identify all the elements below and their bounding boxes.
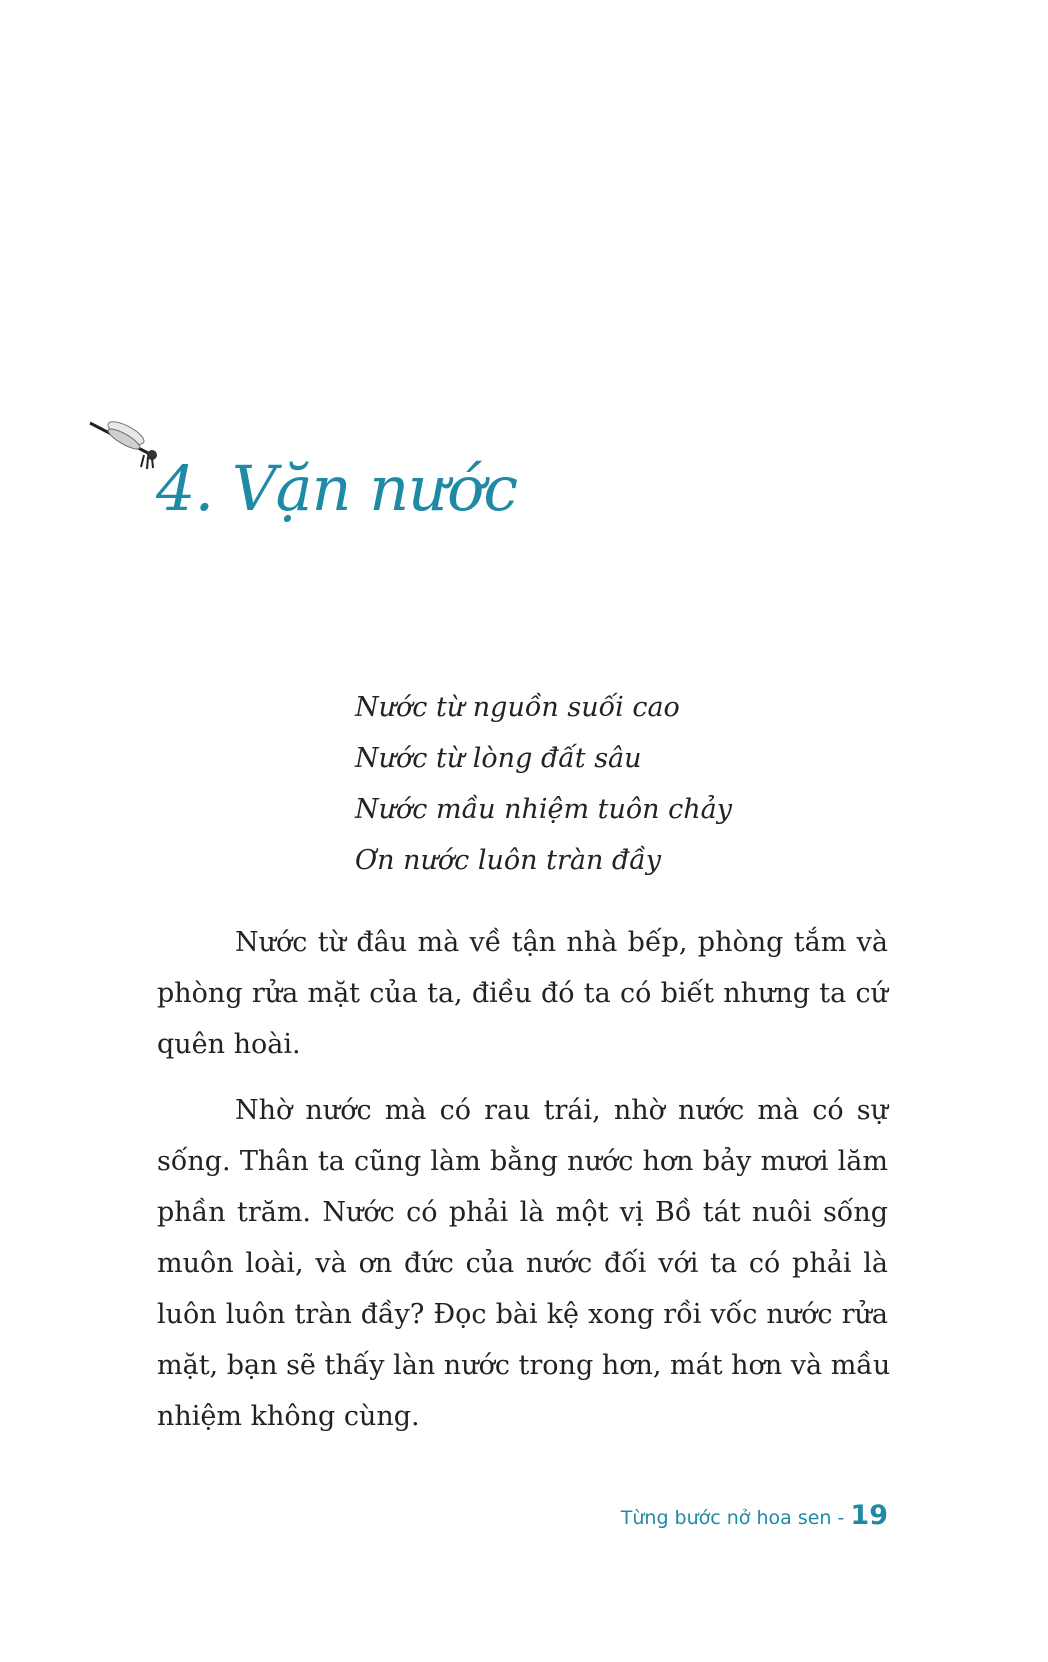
poem-line: Nước từ lòng đất sâu [355, 743, 642, 774]
footer-separator: - [837, 1507, 845, 1529]
page-number: 19 [850, 1500, 888, 1531]
poem-line: Ơn nước luôn tràn đầy [355, 845, 662, 876]
poem-line: Nước từ nguồn suối cao [355, 692, 680, 723]
text-line: Nhờ nước mà có rau trái, nhờ nước mà có sự [235, 1095, 888, 1126]
text-line: quên hoài. [157, 1029, 301, 1060]
text-line: luôn luôn tràn đầy? Đọc bài kệ xong rồi vốc nước rửa [157, 1299, 888, 1330]
chapter-title: 4. Vặn nước [156, 452, 518, 525]
paragraph-1 [157, 917, 888, 1070]
text-line: Nước từ đâu mà về tận nhà bếp, phòng tắm và [235, 927, 888, 958]
page-footer [621, 1500, 888, 1531]
text-line: mặt, bạn sẽ thấy làn nước trong hơn, mát hơn và mầu [157, 1350, 891, 1381]
text-line: nhiệm không cùng. [157, 1401, 420, 1432]
text-line: phòng rửa mặt của ta, điều đó ta có biết nhưng ta cứ [157, 978, 888, 1009]
paragraph-2 [157, 1085, 891, 1442]
poem-line: Nước mầu nhiệm tuôn chảy [355, 794, 732, 825]
book-title: Từng bước nở hoa sen [620, 1507, 832, 1529]
text-line: muôn loài, và ơn đức của nước đối với ta có phải là [157, 1248, 888, 1279]
text-line: phần trăm. Nước có phải là một vị Bồ tát nuôi sống [157, 1197, 888, 1228]
text-line: sống. Thân ta cũng làm bằng nước hơn bảy mươi lăm [157, 1146, 888, 1177]
poem [355, 682, 732, 886]
